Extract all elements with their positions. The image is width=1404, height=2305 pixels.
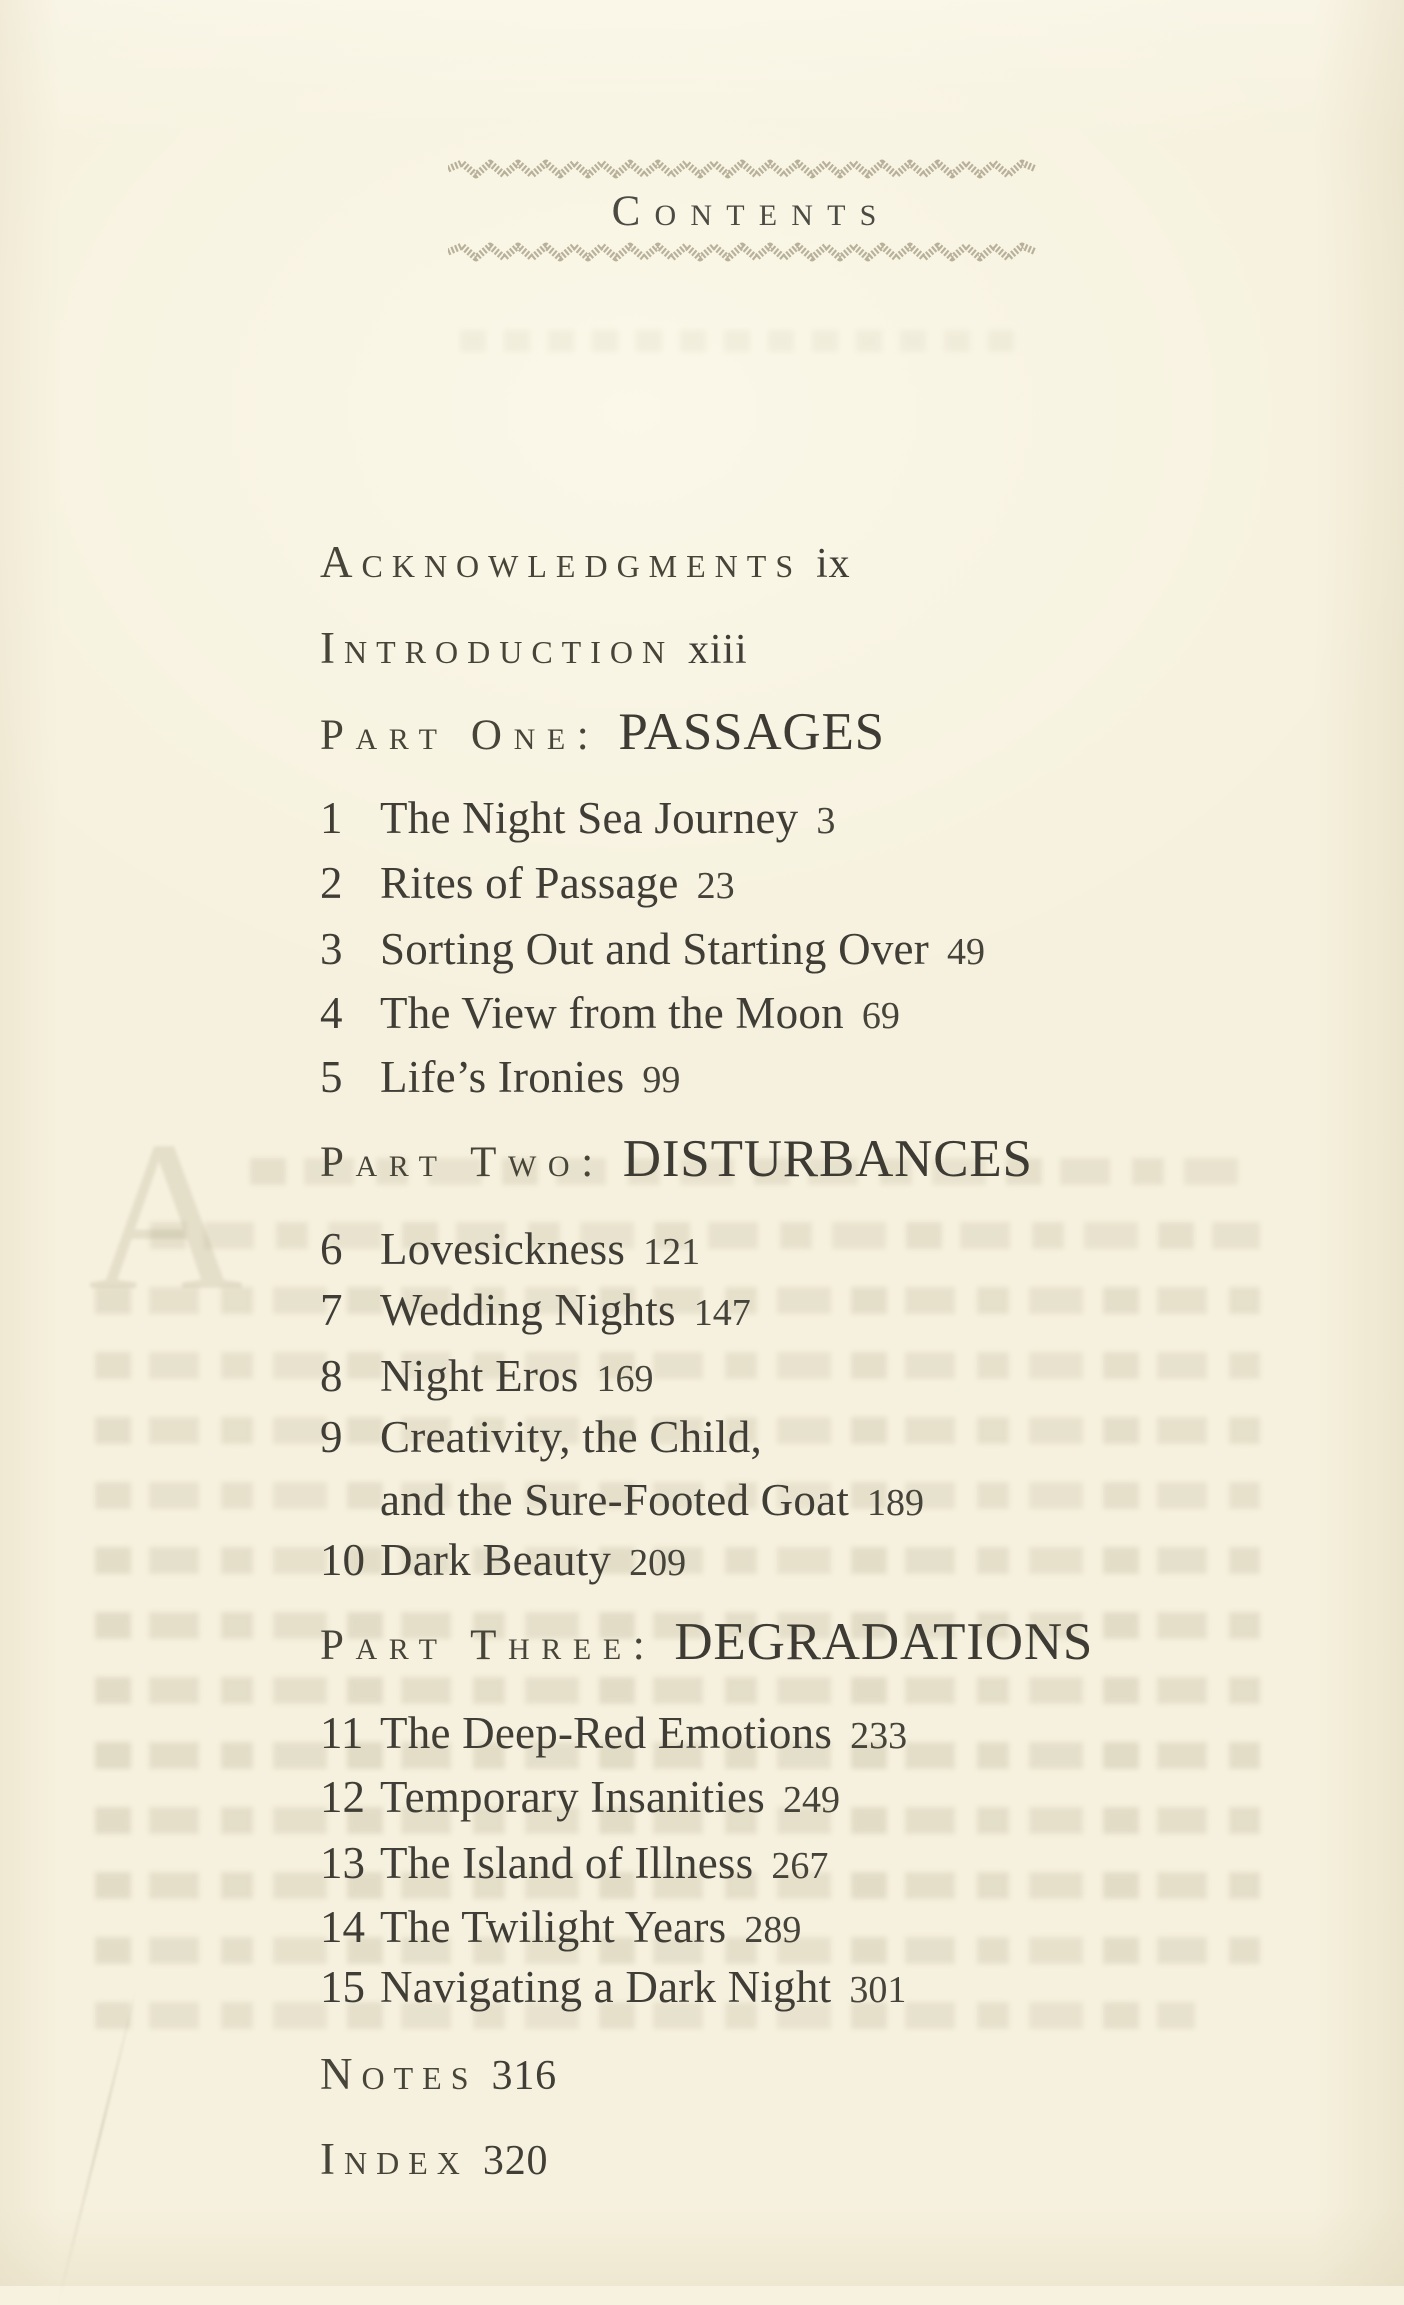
toc-chapter-row [320,1708,1180,1758]
chapter-title: Temporary Insanities [380,1772,765,1822]
chapter-page-number: 301 [849,1969,907,2011]
part-heading-one [320,703,1180,761]
chapter-number: 1 [320,793,343,843]
part-heading-two [320,1130,1180,1188]
chapter-page-number: 49 [946,931,985,973]
chapter-title: The Night Sea Journey [380,793,799,843]
toc-chapter-row [320,1224,1180,1274]
chapter-title-line2: and the Sure-Footed Goat [380,1475,850,1525]
chapter-page-number: 121 [643,1231,701,1273]
ghost-dropcap: A [88,1096,244,1335]
chapter-number: 13 [320,1838,365,1888]
chapter-title: Night Eros [380,1351,579,1401]
chapter-title: Navigating a Dark Night [380,1962,832,2012]
toc-entry-introduction [320,623,1180,673]
part-title: PASSAGES [618,703,885,761]
entry-label: Introduction [320,623,675,673]
part-label: Part One: [320,712,601,759]
chapter-title: The View from the Moon [380,988,844,1038]
chapter-number: 8 [320,1351,343,1401]
chapter-title: Lovesickness [380,1224,626,1274]
toc-chapter-row [320,1772,1180,1822]
chapter-page-number: 147 [693,1292,751,1334]
part-title: DEGRADATIONS [674,1613,1094,1671]
toc-entry-acknowledgments [320,537,1180,587]
toc-chapter-row [320,1902,1180,1952]
entry-page-number: 320 [482,2138,549,2184]
page-title: Contents [611,188,891,235]
chapter-page-number: 289 [744,1909,802,1951]
chapter-title: Rites of Passage [380,858,679,908]
chapter-page-number: 69 [861,995,900,1037]
ghost-heading-line [460,330,1020,352]
chapter-page-number: 233 [850,1715,908,1757]
squiggle-ornament-bottom [448,240,1040,264]
toc-chapter-row [320,1351,1180,1401]
chapter-number: 11 [320,1708,364,1758]
entry-label: Notes [320,2049,478,2099]
chapter-title: The Island of Illness [380,1838,754,1888]
chapter-number: 4 [320,988,343,1038]
chapter-number: 2 [320,858,343,908]
toc-entry-notes [320,2049,1180,2099]
chapter-title: Creativity, the Child, [380,1412,762,1462]
contents-header [448,157,1040,264]
entry-label: Acknowledgments [320,537,803,587]
toc-chapter-row-continuation [320,1475,1180,1525]
chapter-number: 7 [320,1285,343,1335]
paper-crease [56,1985,139,2305]
chapter-number: 6 [320,1224,343,1274]
chapter-page-number: 209 [629,1542,687,1584]
chapter-page-number: 3 [816,800,836,842]
part-label: Part Two: [320,1139,605,1186]
chapter-title: Sorting Out and Starting Over [380,924,929,974]
ghost-text-line [95,1677,1260,1704]
squiggle-ornament-top [448,157,1040,181]
chapter-title: The Deep-Red Emotions [380,1708,833,1758]
chapter-number: 15 [320,1962,365,2012]
chapter-page-number: 189 [867,1482,925,1524]
entry-label: Index [320,2134,469,2184]
toc-chapter-row [320,1285,1180,1335]
chapter-number: 5 [320,1052,343,1102]
chapter-page-number: 23 [696,865,735,907]
toc-chapter-row [320,924,1180,974]
part-title: DISTURBANCES [622,1130,1033,1188]
chapter-title: Wedding Nights [380,1285,676,1335]
toc-chapter-row [320,1052,1180,1102]
toc-chapter-row [320,858,1180,908]
entry-page-number: 316 [491,2053,558,2099]
toc-chapter-row [320,1962,1180,2012]
toc-chapter-row [320,1838,1180,1888]
chapter-number: 12 [320,1772,365,1822]
toc-chapter-row [320,1535,1180,1585]
chapter-page-number: 99 [642,1059,681,1101]
chapter-title: Life’s Ironies [380,1052,625,1102]
chapter-page-number: 169 [596,1358,654,1400]
part-heading-three [320,1613,1180,1671]
entry-page-number: xiii [688,627,748,673]
toc-entry-index [320,2134,1180,2184]
toc-chapter-row [320,793,1180,843]
chapter-number: 9 [320,1412,343,1462]
part-label: Part Three: [320,1622,657,1669]
chapter-number: 14 [320,1902,365,1952]
toc-chapter-row [320,988,1180,1038]
toc-chapter-row [320,1412,1180,1462]
chapter-number: 3 [320,924,343,974]
chapter-page-number: 249 [782,1779,840,1821]
chapter-page-number: 267 [771,1845,829,1887]
entry-page-number: ix [816,541,851,587]
chapter-title: The Twilight Years [380,1902,727,1952]
chapter-number: 10 [320,1535,365,1585]
chapter-title: Dark Beauty [380,1535,612,1585]
